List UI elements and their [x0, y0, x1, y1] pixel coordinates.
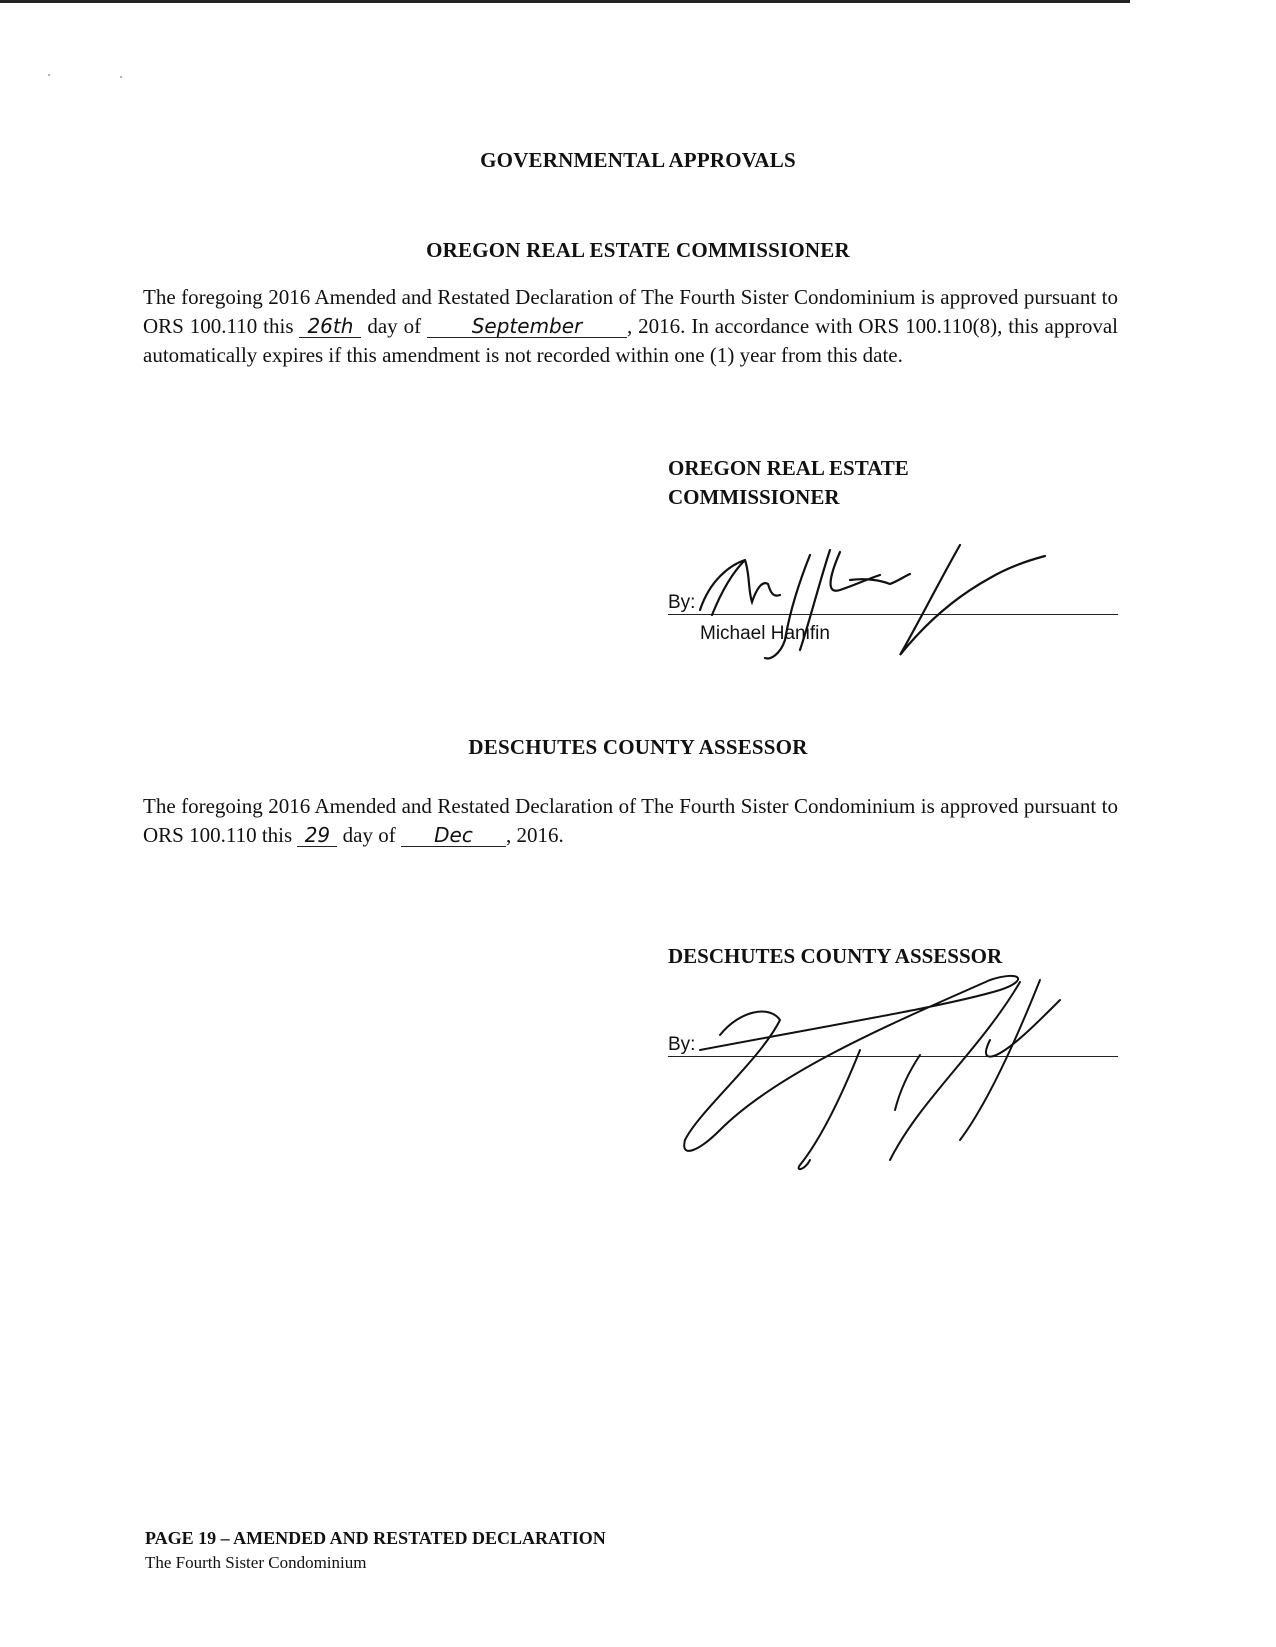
commissioner-block-line1: OREGON REAL ESTATE — [668, 456, 909, 480]
commissioner-signer-name: Michael Hanifin — [700, 623, 830, 644]
scan-speck — [120, 76, 122, 78]
assessor-text-end: , 2016. — [506, 823, 564, 847]
assessor-heading: DESCHUTES COUNTY ASSESSOR — [468, 735, 808, 759]
footer-subtitle: The Fourth Sister Condominium — [145, 1553, 367, 1572]
assessor-text-start: The foregoing 2016 Amended and Restated Declaration of The Fourth Sister Condominium is approved pursuant to ORS 100.110 this — [143, 794, 1118, 847]
scan-speck — [48, 74, 50, 76]
assessor-approval-paragraph — [143, 792, 1118, 850]
assessor-month-handwritten: Dec — [401, 824, 506, 847]
commissioner-block-line2: COMMISSIONER — [668, 485, 840, 509]
assessor-by-label: By: — [668, 1034, 696, 1055]
page-heading: GOVERNMENTAL APPROVALS — [480, 148, 796, 172]
assessor-text-mid: day of — [337, 823, 401, 847]
commissioner-approval-paragraph — [143, 283, 1118, 370]
footer-title: PAGE 19 – AMENDED AND RESTATED DECLARATION — [145, 1528, 606, 1548]
assessor-block-title: DESCHUTES COUNTY ASSESSOR — [668, 944, 1003, 968]
commissioner-text-end: , 2016. In accordance with ORS 100.110(8), this approval automatically expires if this amendment is not recorded within one (1) year from this date. — [143, 314, 1118, 367]
top-border-line — [0, 0, 1130, 3]
commissioner-signature-block — [668, 454, 909, 512]
assessor-day-handwritten: 29 — [297, 824, 337, 847]
commissioner-heading: OREGON REAL ESTATE COMMISSIONER — [426, 238, 850, 262]
commissioner-text-mid: day of — [361, 314, 428, 338]
commissioner-signature-icon — [690, 540, 1090, 670]
assessor-signature-icon — [660, 960, 1100, 1180]
commissioner-text-start: The foregoing 2016 Amended and Restated Declaration of The Fourth Sister Condominium is approved pursuant to ORS 100.110 this — [143, 285, 1118, 338]
commissioner-month-handwritten: September — [427, 315, 627, 338]
commissioner-day-handwritten: 26th — [299, 315, 361, 338]
commissioner-by-label: By: — [668, 592, 696, 613]
